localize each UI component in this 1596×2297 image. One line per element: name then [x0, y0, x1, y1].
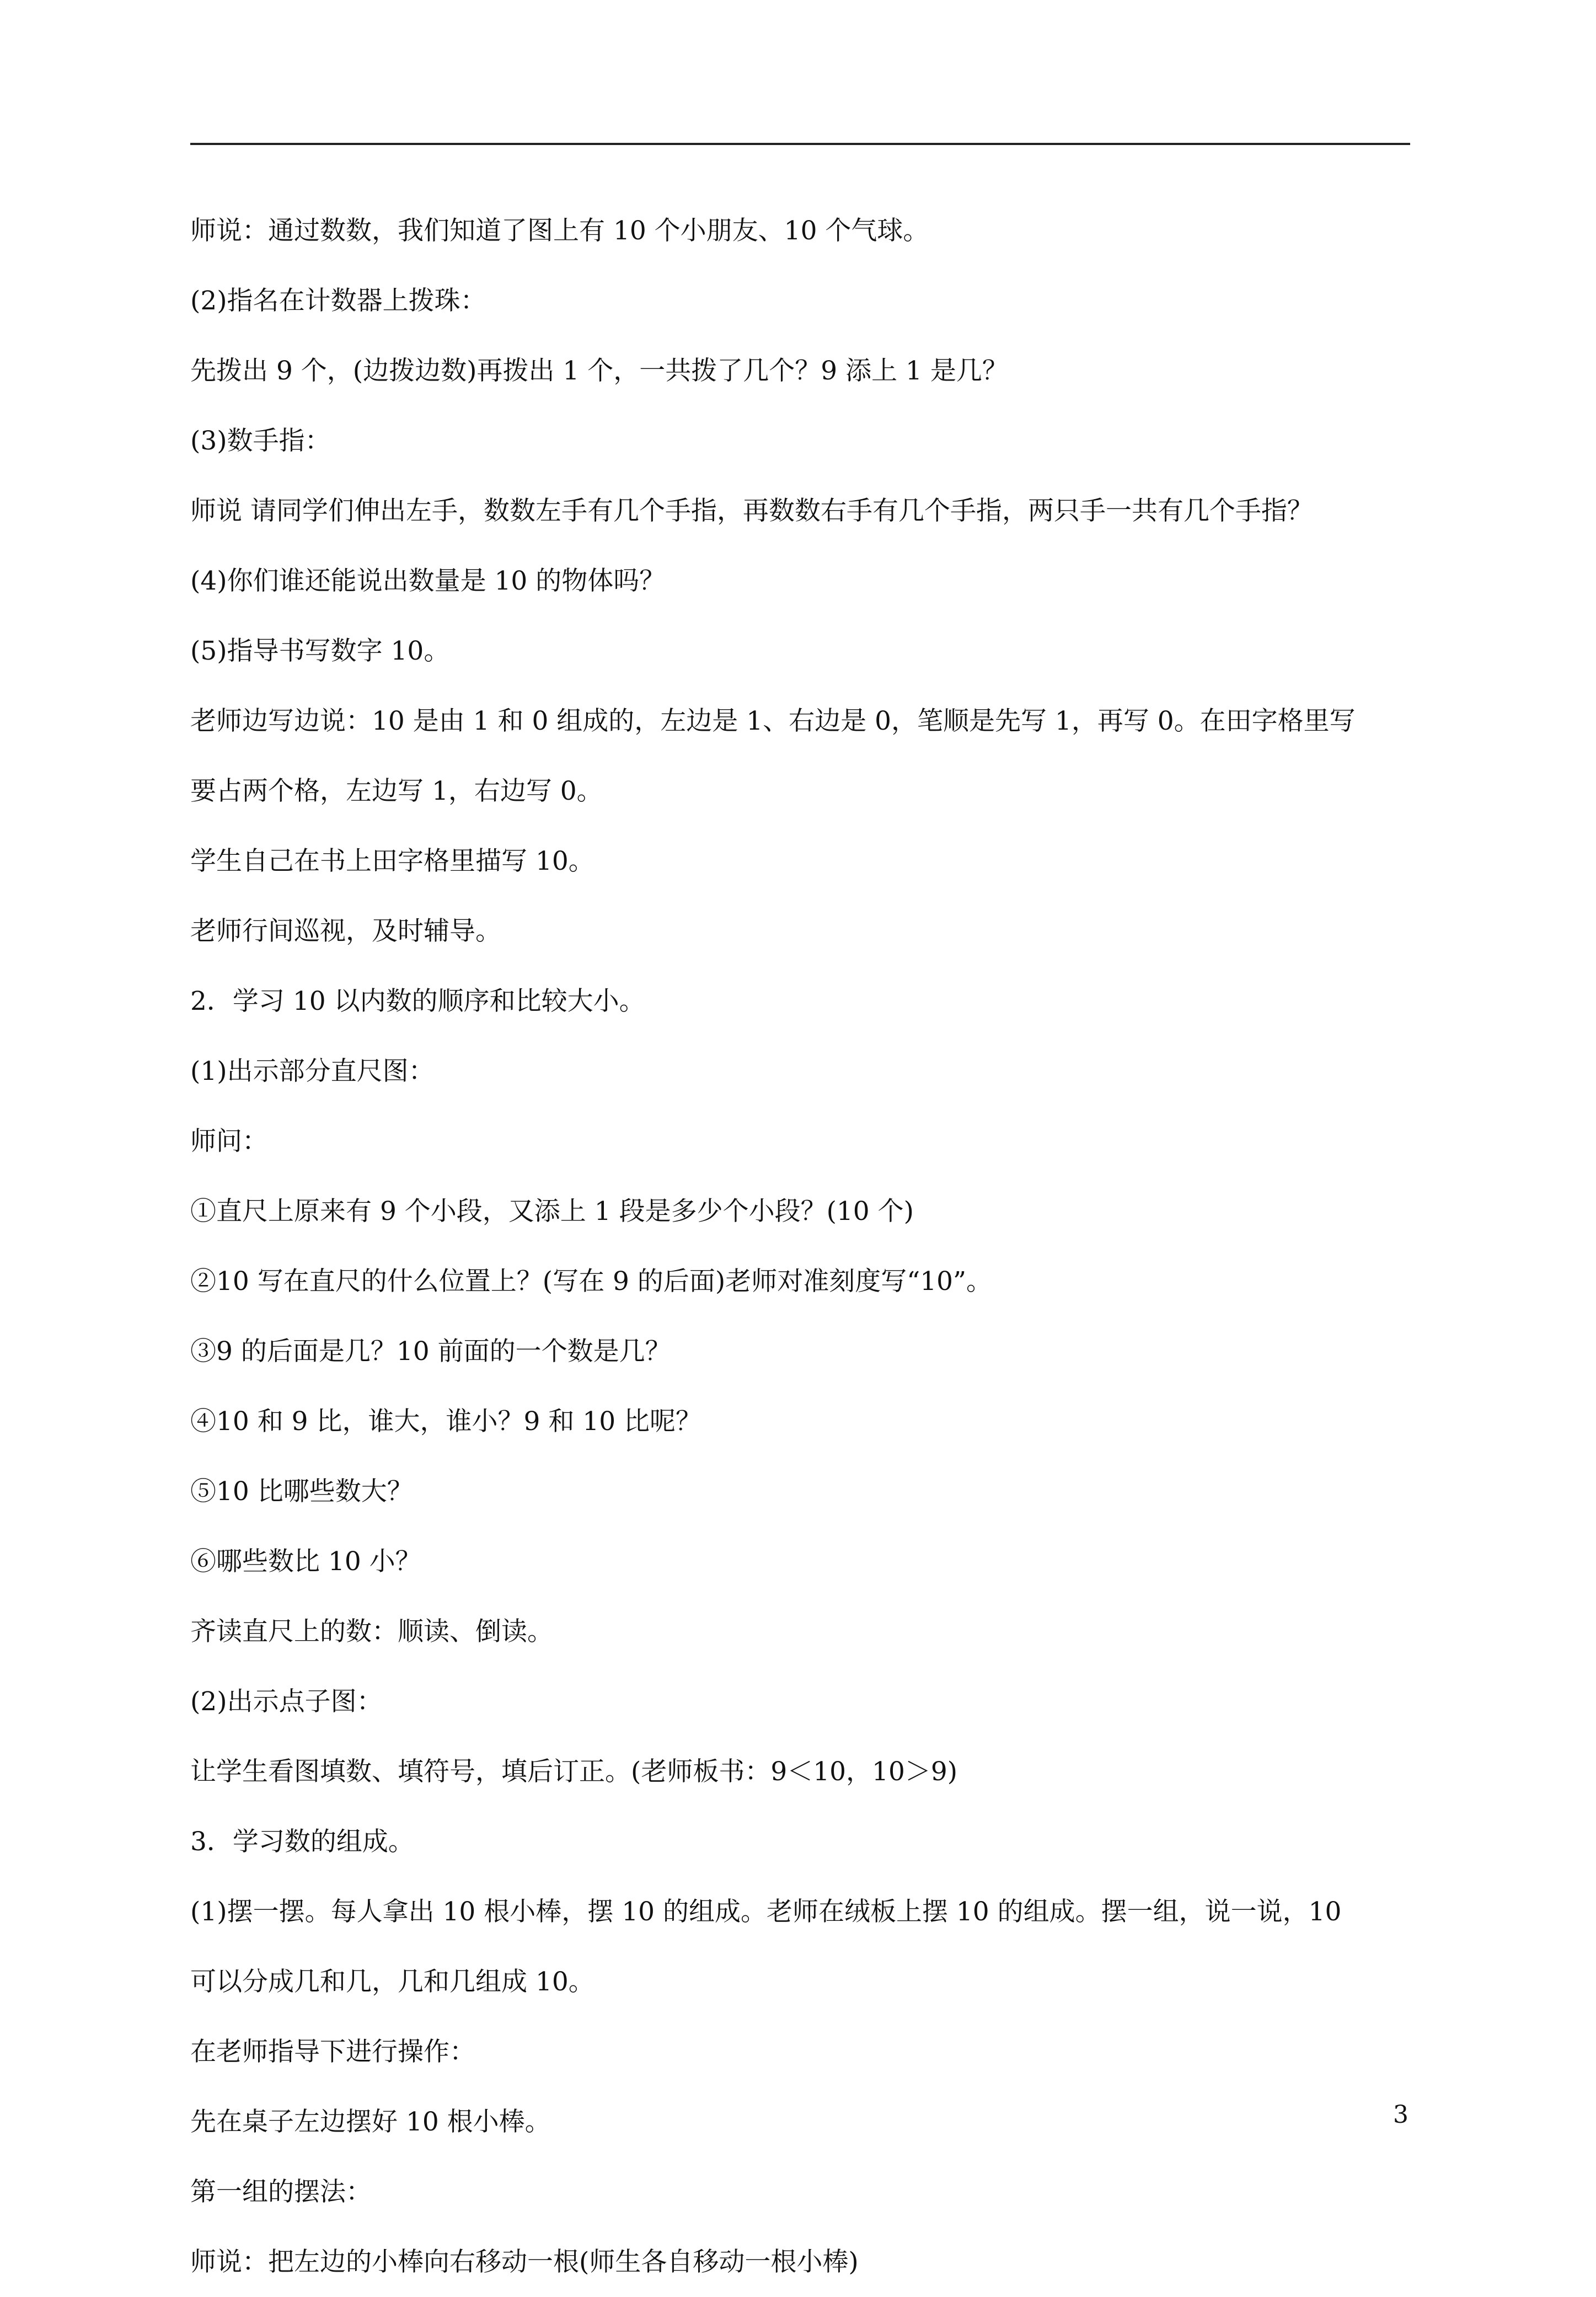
paragraph-line: 老师边写边说：10 是由 1 和 0 组成的，左边是 1、右边是 0，笔顺是先写 1，再写 0。在田字格里写: [190, 706, 1356, 736]
header-rule: [190, 143, 1410, 145]
paragraph-line: 师说：通过数数，我们知道了图上有 10 个小朋友、10 个气球。: [190, 216, 929, 246]
paragraph-line: (1)摆一摆。每人拿出 10 根小棒，摆 10 的组成。老师在绒板上摆 10 的组成。摆一组，说一说，10: [190, 1897, 1342, 1927]
paragraph-line: 齐读直尺上的数：顺读、倒读。: [190, 1616, 553, 1647]
section-heading: 3．学习数的组成。: [190, 1827, 414, 1857]
list-item: ④10 和 9 比，谁大，谁小？9 和 10 比呢？: [190, 1406, 702, 1437]
page-number: 3: [1393, 2101, 1408, 2129]
paragraph-line: 学生自己在书上田字格里描写 10。: [190, 846, 595, 876]
list-item: ②10 写在直尺的什么位置上？(写在 9 的后面)老师对准刻度写“10”。: [190, 1266, 993, 1297]
list-item: ③9 的后面是几？10 前面的一个数是几？: [190, 1336, 671, 1367]
paragraph-line: (2)指名在计数器上拨珠：: [190, 286, 486, 316]
section-heading: 2．学习 10 以内数的顺序和比较大小。: [190, 986, 645, 1016]
paragraph-line: (4)你们谁还能说出数量是 10 的物体吗？: [190, 566, 666, 596]
list-item: ①直尺上原来有 9 个小段，又添上 1 段是多少个小段？(10 个): [190, 1196, 914, 1227]
paragraph-line: 师说 请同学们伸出左手，数数左手有几个手指，再数数右手有几个手指，两只手一共有几个手指？: [190, 496, 1313, 526]
paragraph-line: 第一组的摆法：: [190, 2177, 372, 2207]
paragraph-line: 师说：把左边的小棒向右移动一根(师生各自移动一根小棒): [190, 2247, 859, 2277]
paragraph-line: 师问：: [190, 1126, 268, 1156]
paragraph-line: 让学生看图填数、填符号，填后订正。(老师板书：9＜10，10＞9): [190, 1757, 958, 1787]
paragraph-line: 要占两个格，左边写 1，右边写 0。: [190, 776, 603, 806]
list-item: ⑥哪些数比 10 小？: [190, 1546, 421, 1577]
paragraph-line: 老师行间巡视，及时辅导。: [190, 916, 501, 946]
paragraph-line: (3)数手指：: [190, 426, 331, 456]
paragraph-line: 在老师指导下进行操作：: [190, 2037, 475, 2067]
paragraph-line: 先拨出 9 个，(边拨边数)再拨出 1 个，一共拨了几个？9 添上 1 是几？: [190, 356, 1008, 386]
document-body: [190, 196, 1410, 2297]
paragraph-line: (2)出示点子图：: [190, 1686, 383, 1717]
list-item: ⑤10 比哪些数大？: [190, 1476, 413, 1507]
paragraph-line: (5)指导书写数字 10。: [190, 636, 450, 666]
paragraph-line: (1)出示部分直尺图：: [190, 1056, 435, 1086]
paragraph-line: 先在桌子左边摆好 10 根小棒。: [190, 2107, 551, 2137]
paragraph-line: 可以分成几和几，几和几组成 10。: [190, 1967, 595, 1997]
